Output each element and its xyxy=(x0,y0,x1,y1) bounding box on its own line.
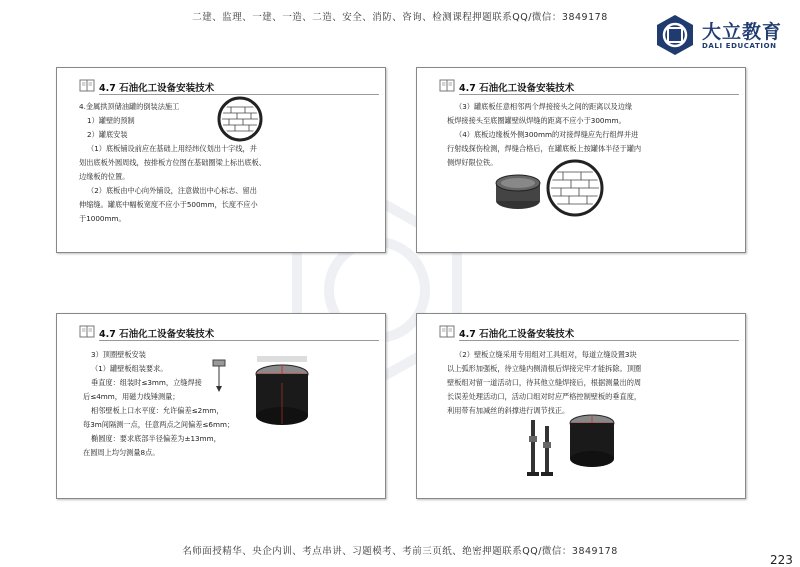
title-divider xyxy=(99,340,379,341)
text-line: 利用带有加减丝的斜撑进行调节找正。 xyxy=(447,406,570,415)
page-number: 223 xyxy=(770,553,793,567)
text-line: 每3m间隔测一点，任意两点之间偏差≤6mm； xyxy=(83,420,235,429)
text-line: 以上弧形加强板，待立缝内侧清根后焊接完牢才能拆除。顶圈 xyxy=(447,364,642,373)
text-line: 伸缩缝。罐底中幅板宽度不应小于500mm，长度不应小 xyxy=(79,200,258,209)
text-line: 于1000mm。 xyxy=(79,214,126,223)
text-line: 后≤4mm，用磁力线锤测量； xyxy=(83,392,180,401)
dali-emblem-icon xyxy=(654,14,696,56)
book-icon xyxy=(439,323,455,339)
slide-title: 4.7 石油化工设备安装技术 xyxy=(99,329,215,340)
wall-plate-assembly-image xyxy=(251,354,313,432)
slide-3 xyxy=(56,313,386,499)
title-divider xyxy=(459,94,739,95)
slide-1 xyxy=(56,67,386,253)
tank-plate-plan-image xyxy=(545,158,605,218)
magnetic-plumb-line-image xyxy=(209,359,231,393)
text-line: 长误差处理活动口，活动口组对时应严格控制壁板的垂直度， xyxy=(447,392,642,401)
book-icon xyxy=(79,323,95,339)
text-line: 3）顶圈壁板安装 xyxy=(91,350,146,359)
adjustable-brace-image xyxy=(525,416,559,480)
tank-shell-image xyxy=(567,409,617,473)
text-line: 板焊接接头至底圈罐壁纵焊缝的距离不应小于300mm。 xyxy=(447,116,626,125)
slide-header xyxy=(439,77,739,97)
text-line: 侧焊好限位铁。 xyxy=(447,158,498,167)
text-line: （1）底板铺设前应在基础上用经纬仪划出十字线，并 xyxy=(87,144,257,153)
slide-body xyxy=(447,348,641,418)
text-line: （1）罐壁板组装要求。 xyxy=(91,364,168,373)
text-line: （2）底板由中心向外铺设，注意做出中心标志、留出 xyxy=(87,186,257,195)
footer-promo-text: 名师面授精华、央企内训、考点串讲、习题模考、考前三页纸、绝密押题联系QQ/微信：3849178 xyxy=(182,546,618,557)
text-line: 边缘板的位置。 xyxy=(79,172,130,181)
dali-education-logo xyxy=(654,14,786,56)
text-line: （2）壁板立缝采用专用组对工具组对，每道立缝设置3块 xyxy=(455,350,637,359)
text-line: 4.金属拱顶储油罐的倒装法施工 xyxy=(79,102,180,111)
text-line: 2）罐底安装 xyxy=(87,130,128,139)
slide-title: 4.7 石油化工设备安装技术 xyxy=(459,329,575,340)
book-icon xyxy=(439,77,455,93)
slide-header xyxy=(79,77,379,97)
text-line: 在圆周上均匀测量8点。 xyxy=(83,448,160,457)
slide-2 xyxy=(416,67,746,253)
text-line: （4）底板边缘板外侧300mm的对接焊缝应先行组焊并进 xyxy=(455,130,639,139)
text-line: 椭圆度：要求底部半径偏差为±13mm， xyxy=(91,434,221,443)
book-icon xyxy=(79,77,95,93)
slide-title: 4.7 石油化工设备安装技术 xyxy=(459,83,575,94)
text-line: 1）罐壁的预制 xyxy=(87,116,135,125)
slide-header xyxy=(79,323,379,343)
tank-bottom-plate-layout-image xyxy=(217,96,263,142)
text-line: （3）罐底板任意相邻两个焊接接头之间的距离以及边缘 xyxy=(455,102,633,111)
slide-title: 4.7 石油化工设备安装技术 xyxy=(99,83,215,94)
text-line: 相邻壁板上口水平度：允许偏差≤2mm， xyxy=(91,406,224,415)
tank-bottom-3d-image xyxy=(493,165,543,213)
text-line: 划出底板外圆周线，按排板方位图在基础圈梁上标出底板、 xyxy=(79,158,266,167)
text-line: 壁板组对留一道活动口，待其他立缝焊接后，根据测量出的周 xyxy=(447,378,642,387)
slide-4 xyxy=(416,313,746,499)
text-line: 垂直度：组装时≤3mm，立缝焊接 xyxy=(91,378,202,387)
text-line: 行射线探伤检测，焊缝合格后，在罐底板上按罐体半径于罐内 xyxy=(447,144,642,153)
logo-name: 大立教育 xyxy=(702,21,783,43)
title-divider xyxy=(99,94,379,95)
header-promo-text: 二建、监理、一建、一造、二造、安全、消防、咨询、检测课程押题联系QQ/微信：3849178 xyxy=(192,12,608,23)
title-divider xyxy=(459,340,739,341)
logo-subtitle: DALI EDUCATION xyxy=(702,42,777,50)
slide-header xyxy=(439,323,739,343)
